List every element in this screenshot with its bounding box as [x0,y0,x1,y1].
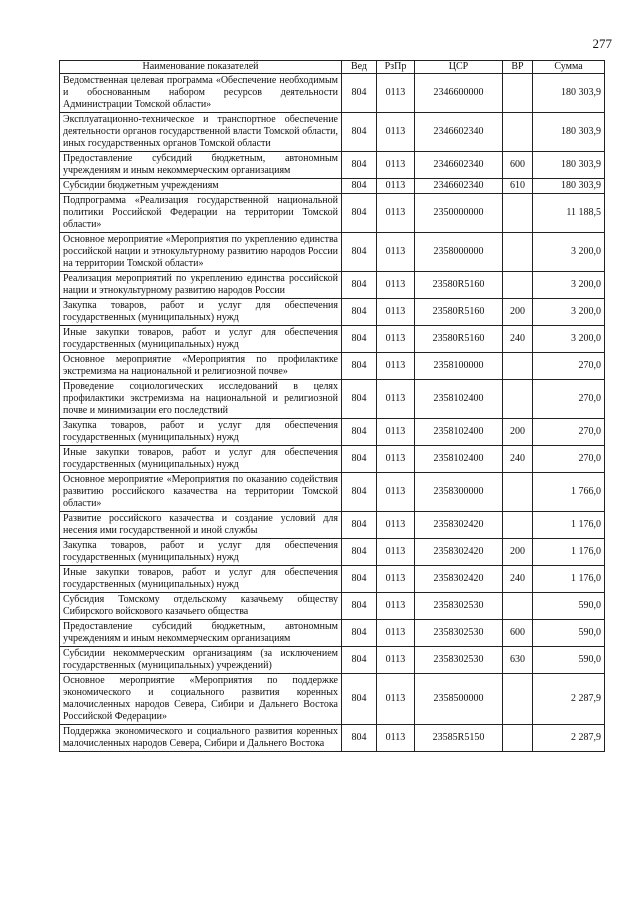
row-vr [503,74,533,113]
row-csr: 23585R5150 [415,725,503,752]
row-name: Иные закупки товаров, работ и услуг для обеспечения государственных (муниципальных) нужд [60,566,342,593]
row-name: Основное мероприятие «Мероприятия по поддержке экономического и социального развития коренных малочисленных народов Севера, Сибири и Дальнего Востока Российской Федерации» [60,674,342,725]
row-name: Основное мероприятие «Мероприятия по оказанию содействия развитию российского казачества на территории Томской области» [60,473,342,512]
row-sum: 2 287,9 [533,674,605,725]
row-vr: 200 [503,299,533,326]
row-sum: 270,0 [533,419,605,446]
row-sum: 1 176,0 [533,566,605,593]
row-vr [503,674,533,725]
row-ved: 804 [342,272,377,299]
table-row [60,566,605,593]
table-row [60,380,605,419]
row-ved: 804 [342,674,377,725]
row-ved: 804 [342,152,377,179]
row-ved: 804 [342,326,377,353]
row-ved: 804 [342,566,377,593]
row-sum: 180 303,9 [533,113,605,152]
row-vr [503,113,533,152]
header-row [60,61,605,74]
row-csr: 2346602340 [415,152,503,179]
row-rzpr: 0113 [377,380,415,419]
row-ved: 804 [342,194,377,233]
table-row [60,620,605,647]
table-row [60,326,605,353]
table-header [60,61,605,74]
row-ved: 804 [342,647,377,674]
row-ved: 804 [342,593,377,620]
row-sum: 270,0 [533,353,605,380]
row-rzpr: 0113 [377,419,415,446]
row-ved: 804 [342,299,377,326]
row-csr: 2346600000 [415,74,503,113]
row-sum: 1 176,0 [533,512,605,539]
row-name: Субсидия Томскому отдельскому казачьему обществу Сибирского войскового казачьего общества [60,593,342,620]
row-vr: 630 [503,647,533,674]
row-rzpr: 0113 [377,674,415,725]
row-rzpr: 0113 [377,593,415,620]
table-row [60,272,605,299]
row-sum: 180 303,9 [533,152,605,179]
header-name: Наименование показателей [60,61,342,74]
row-csr: 2358300000 [415,473,503,512]
row-vr: 610 [503,179,533,194]
row-csr: 2358100000 [415,353,503,380]
row-name: Закупка товаров, работ и услуг для обеспечения государственных (муниципальных) нужд [60,539,342,566]
row-sum: 180 303,9 [533,74,605,113]
row-vr [503,380,533,419]
row-rzpr: 0113 [377,353,415,380]
table-row [60,593,605,620]
table-row [60,512,605,539]
row-vr [503,353,533,380]
row-sum: 3 200,0 [533,299,605,326]
row-sum: 11 188,5 [533,194,605,233]
row-name: Иные закупки товаров, работ и услуг для обеспечения государственных (муниципальных) нужд [60,326,342,353]
row-name: Основное мероприятие «Мероприятия по укреплению единства российской нации и этнокультурному развитию народов России на территории Томской области» [60,233,342,272]
row-vr [503,512,533,539]
row-rzpr: 0113 [377,566,415,593]
row-csr: 2346602340 [415,113,503,152]
row-sum: 590,0 [533,647,605,674]
budget-table [59,60,605,752]
table-row [60,113,605,152]
row-rzpr: 0113 [377,326,415,353]
row-rzpr: 0113 [377,113,415,152]
row-ved: 804 [342,380,377,419]
row-ved: 804 [342,74,377,113]
row-ved: 804 [342,473,377,512]
table-row [60,446,605,473]
row-vr: 200 [503,539,533,566]
row-rzpr: 0113 [377,179,415,194]
table-row [60,539,605,566]
row-csr: 2358102400 [415,419,503,446]
table-row [60,74,605,113]
row-csr: 2358102400 [415,380,503,419]
row-ved: 804 [342,179,377,194]
row-csr: 2358302420 [415,566,503,593]
row-csr: 2358302420 [415,539,503,566]
row-sum: 1 766,0 [533,473,605,512]
row-rzpr: 0113 [377,299,415,326]
row-rzpr: 0113 [377,272,415,299]
row-name: Субсидии некоммерческим организациям (за исключением государственных (муниципальных) учреждений) [60,647,342,674]
row-csr: 2358500000 [415,674,503,725]
row-vr [503,593,533,620]
table-row [60,674,605,725]
row-ved: 804 [342,725,377,752]
row-csr: 23580R5160 [415,272,503,299]
row-name: Предоставление субсидий бюджетным, автономным учреждениям и иным некоммерческим организациям [60,152,342,179]
row-vr: 600 [503,152,533,179]
row-sum: 3 200,0 [533,272,605,299]
row-sum: 1 176,0 [533,539,605,566]
row-name: Закупка товаров, работ и услуг для обеспечения государственных (муниципальных) нужд [60,419,342,446]
row-ved: 804 [342,233,377,272]
row-rzpr: 0113 [377,725,415,752]
table-row [60,473,605,512]
row-name: Эксплуатационно-техническое и транспортное обеспечение деятельности органов государственной власти Томской области, иных государственных органов Томской области [60,113,342,152]
row-rzpr: 0113 [377,539,415,566]
row-name: Иные закупки товаров, работ и услуг для обеспечения государственных (муниципальных) нужд [60,446,342,473]
table-row [60,194,605,233]
row-sum: 2 287,9 [533,725,605,752]
header-csr: ЦСР [415,61,503,74]
table-body [60,74,605,752]
row-sum: 590,0 [533,620,605,647]
row-ved: 804 [342,539,377,566]
row-vr [503,272,533,299]
row-vr: 240 [503,566,533,593]
row-ved: 804 [342,353,377,380]
row-rzpr: 0113 [377,647,415,674]
row-name: Предоставление субсидий бюджетным, автономным учреждениям и иным некоммерческим организациям [60,620,342,647]
row-rzpr: 0113 [377,512,415,539]
header-sum: Сумма [533,61,605,74]
row-vr [503,473,533,512]
row-name: Поддержка экономического и социального развития коренных малочисленных народов Севера, Сибири и Дальнего Востока [60,725,342,752]
row-ved: 804 [342,419,377,446]
row-csr: 2346602340 [415,179,503,194]
header-rzpr: РзПр [377,61,415,74]
row-vr: 240 [503,446,533,473]
row-vr: 200 [503,419,533,446]
row-csr: 23580R5160 [415,326,503,353]
table-row [60,179,605,194]
header-ved: Вед [342,61,377,74]
row-sum: 590,0 [533,593,605,620]
row-csr: 2358302420 [415,512,503,539]
row-csr: 2358302530 [415,647,503,674]
row-ved: 804 [342,446,377,473]
row-name: Подпрограмма «Реализация государственной национальной политики Российской Федерации на территории Томской области» [60,194,342,233]
table-row [60,353,605,380]
row-vr [503,233,533,272]
row-csr: 2358302530 [415,620,503,647]
row-vr: 600 [503,620,533,647]
row-csr: 2350000000 [415,194,503,233]
row-sum: 3 200,0 [533,326,605,353]
row-name: Реализация мероприятий по укреплению единства российской нации и этнокультурному развитию народов России [60,272,342,299]
row-rzpr: 0113 [377,233,415,272]
row-rzpr: 0113 [377,446,415,473]
row-name: Субсидии бюджетным учреждениям [60,179,342,194]
row-ved: 804 [342,113,377,152]
row-ved: 804 [342,620,377,647]
row-sum: 270,0 [533,446,605,473]
row-sum: 3 200,0 [533,233,605,272]
row-rzpr: 0113 [377,620,415,647]
row-vr: 240 [503,326,533,353]
row-csr: 2358102400 [415,446,503,473]
row-rzpr: 0113 [377,473,415,512]
row-sum: 180 303,9 [533,179,605,194]
row-rzpr: 0113 [377,74,415,113]
row-name: Развитие российского казачества и создание условий для несения ими государственной и иной службы [60,512,342,539]
row-csr: 2358000000 [415,233,503,272]
row-vr [503,194,533,233]
table-row [60,419,605,446]
row-vr [503,725,533,752]
header-vr: ВР [503,61,533,74]
table-row [60,299,605,326]
page-number: 277 [592,36,612,51]
row-name: Проведение социологических исследований в целях профилактики экстремизма на национальной и религиозной почве и минимизации его последствий [60,380,342,419]
table-row [60,725,605,752]
table-row [60,233,605,272]
row-sum: 270,0 [533,380,605,419]
row-ved: 804 [342,512,377,539]
table-row [60,152,605,179]
row-csr: 23580R5160 [415,299,503,326]
row-name: Основное мероприятие «Мероприятия по профилактике экстремизма на национальной и религиозной почве» [60,353,342,380]
table-row [60,647,605,674]
row-name: Ведомственная целевая программа «Обеспечение необходимым и обоснованным набором ресурсов деятельности Администрации Томской области» [60,74,342,113]
row-rzpr: 0113 [377,194,415,233]
row-name: Закупка товаров, работ и услуг для обеспечения государственных (муниципальных) нужд [60,299,342,326]
row-csr: 2358302530 [415,593,503,620]
row-rzpr: 0113 [377,152,415,179]
